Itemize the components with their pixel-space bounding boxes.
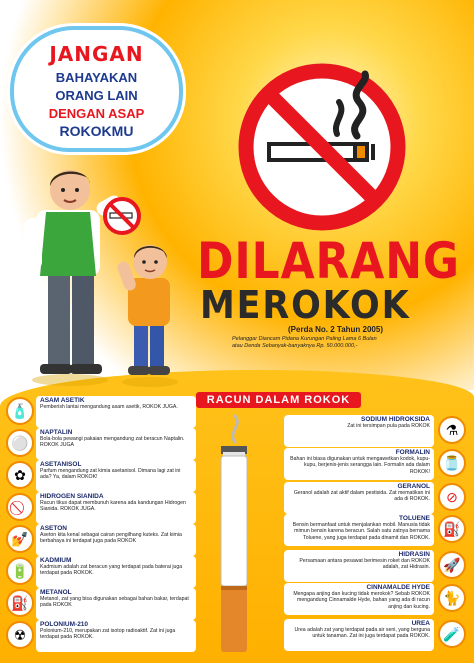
poison-item-sodium-hidroksida — [270, 414, 466, 448]
cigarette-icon — [205, 412, 265, 657]
poison-item-aseton — [6, 523, 196, 557]
cloud-line-3: ORANG LAIN — [55, 88, 138, 103]
poison-item-cinnamalde-hyde — [270, 582, 466, 616]
cloud-line-5: ROKOKMU — [59, 123, 134, 139]
poison-name: CINNAMALDE HYDE — [366, 584, 430, 591]
poison-item-hidrogen-sianida — [6, 491, 196, 525]
nail-polish-icon: 💅 — [6, 525, 34, 553]
perfume-icon: ✿ — [6, 461, 34, 489]
poison-desc: Zat ini tersimpan pula pada ROKOK — [347, 423, 430, 429]
penalty-line-2: atau Denda Sebanyak-banyaknya Rp. 50.000.000,- — [232, 343, 358, 349]
title-dilarang: DILARANG — [197, 232, 460, 290]
jar-icon: 🫙 — [438, 449, 466, 477]
poison-desc: Bola-bola pewangi pakaian mengandung zat beracun Naptalin. ROKOK JUGA — [40, 436, 185, 449]
cat-icon: 🐈 — [438, 584, 466, 612]
chemical-jar-icon: ⚗ — [438, 416, 466, 444]
poison-name: SODIUM HIDROKSIDA — [361, 416, 430, 423]
poison-card — [284, 583, 434, 615]
poison-name: METANOL — [40, 589, 72, 596]
poison-item-asam-asetik — [6, 395, 196, 429]
poison-name: TOLUENE — [399, 515, 430, 522]
radiation-icon: ☢ — [6, 621, 34, 649]
poison-item-toluene — [270, 513, 466, 547]
poison-item-naptalin — [6, 427, 196, 461]
poison-item-hidrasin — [270, 549, 466, 583]
cloud-message — [14, 30, 179, 148]
poison-name: HIDRASIN — [398, 551, 430, 558]
father-child-illustration — [10, 160, 195, 390]
battery-icon: 🔋 — [6, 557, 34, 585]
poison-name: ASETANISOL — [40, 461, 82, 468]
poison-desc: Parfum mengandung zat kimia asetanisol. Dimana lagi zat ini ada? Ya, dalam ROKOK! — [40, 468, 181, 481]
poison-card — [284, 448, 434, 480]
poison-card — [36, 428, 196, 460]
poison-desc: Bensin bermanfaat untuk menjalankan mobil. Manusia tidak mimun bensin karena beracun. Salah satu zatnya bernama Toluene, yang juga terdapat pada dinamit dan ROKOK. — [292, 522, 430, 541]
poison-desc: Aseton kita kenal sebagai cairan pengilhang kuteks. Zat kimia berbahaya ini terdapat juga pada ROKOK — [40, 532, 182, 545]
poison-card — [36, 524, 196, 556]
poison-card — [36, 492, 196, 524]
cloud-line-2: BAHAYAKAN — [55, 70, 138, 85]
no-rat-icon — [6, 493, 34, 521]
poison-name: ASAM ASETIK — [40, 397, 85, 404]
poison-name: GERANOL — [397, 483, 430, 490]
gas-pump-icon: ⛽ — [438, 515, 466, 543]
title-merokok: MEROKOK — [200, 283, 411, 327]
no-smoking-sign-icon — [237, 62, 407, 232]
poison-item-kadmium — [6, 555, 196, 589]
poison-item-metanol — [6, 587, 196, 621]
poison-name: ASETON — [40, 525, 67, 532]
section-banner: RACUN DALAM ROKOK — [196, 392, 361, 408]
poison-card — [284, 550, 434, 582]
poison-name: HIDROGEN SIANIDA — [40, 493, 104, 500]
poison-desc: Polonium-210, merupakan zat isotop radioaktif. Zat ini juga terdapat pada ROKOK. — [40, 628, 176, 641]
poison-item-urea — [270, 618, 466, 652]
poison-name: KADMIUM — [40, 557, 72, 564]
poison-card — [36, 460, 196, 492]
poison-desc: Urea adalah zat yang terdapat pada air seni, yang berguna untuk tanaman. Zat ini juga terdapat pada ROKOK. — [294, 627, 430, 640]
poison-item-geranol — [270, 481, 466, 515]
bottle-icon: 🧴 — [6, 397, 34, 425]
penalty-line-1: Pelanggar Diancam Pidana Kurungan Paling Lama 6 Bulan — [232, 336, 377, 342]
poison-desc: Kadmium adalah zat beracun yang terdapat pada baterai juga terdapat pada ROKOK. — [40, 564, 183, 577]
poison-card — [36, 556, 196, 588]
poison-item-formalin — [270, 447, 466, 481]
fuel-can-icon: ⛽ — [6, 589, 34, 617]
no-mosquito-icon: ⊘ — [438, 483, 466, 511]
cloud-line-1: JANGAN — [49, 42, 144, 66]
poison-desc: Racun tikus dapat membunuh karena ada kandungan Hidrogen Sianida. ROKOK JUGA. — [40, 500, 186, 513]
mothball-icon: ⚪ — [6, 429, 34, 457]
poison-card — [36, 396, 196, 428]
poison-desc: Geranol adalah zat aktif dalam pestisida. Zat mematikan ini ada di ROKOK. — [293, 490, 430, 503]
poison-desc: Pemberish lantai mengandung asam asetik, ROKOK JUGA. — [40, 404, 178, 410]
poison-card — [284, 619, 434, 651]
poison-card — [284, 482, 434, 514]
poison-card — [284, 415, 434, 447]
poison-desc: Persamaan antara pesawat berimesin roket dan ROKOK adalah, zat Hidrasin. — [299, 558, 430, 571]
regulation-text: (Perda No. 2 Tahun 2005) — [288, 325, 383, 334]
rocket-icon: 🚀 — [438, 551, 466, 579]
poison-name: FORMALIN — [395, 449, 430, 456]
poison-desc: Bahan ini biasa digunakan untuk mengawetkan kodok, kupu-kupu, berjenis-jenis serangga lain. Formalin ada dalam ROKOK! — [290, 456, 430, 475]
poison-desc: Metanol, zat yang bisa digunakan sebagai bahan bakar, terdapat pada ROKOK — [40, 596, 189, 609]
poison-name: POLONIUM-210 — [40, 621, 89, 628]
poison-card — [36, 620, 196, 652]
cloud-line-4: DENGAN ASAP — [48, 106, 145, 121]
poison-desc: Mengapa anjing dan kucing tidak merokok? Sebab ROKOK mengandung Cinnamalde Hyde, bahan yang ada di racun anjing dan kucing. — [293, 591, 430, 610]
poison-item-polonium — [6, 619, 196, 653]
poison-name: NAPTALIN — [40, 429, 73, 436]
poison-name: UREA — [411, 620, 430, 627]
poison-item-asetanisol — [6, 459, 196, 493]
poison-card — [36, 588, 196, 620]
poison-card — [284, 514, 434, 546]
urea-bottle-icon: 🧪 — [438, 620, 466, 648]
